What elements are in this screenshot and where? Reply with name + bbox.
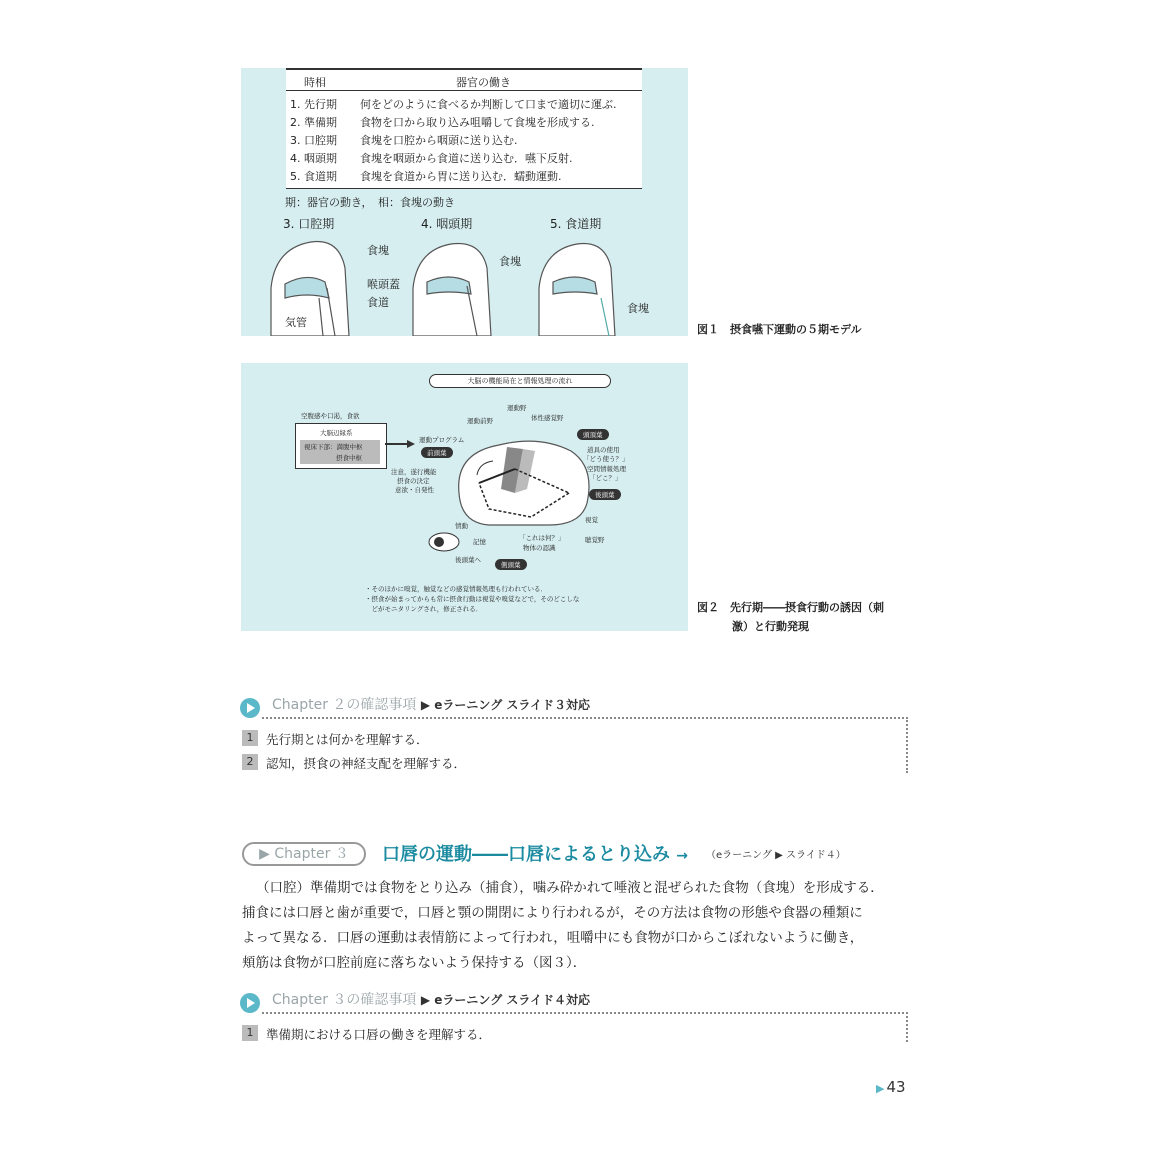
label-how: 「どう使う？」	[583, 455, 629, 463]
brain-illustration	[449, 433, 595, 533]
label-hunger: 空腹感や口渇，食欲	[301, 412, 360, 420]
label-object-recog: 物体の認識	[523, 544, 556, 552]
item-number: 1	[242, 1025, 258, 1041]
label-attention: 注意，遂行機能	[391, 468, 437, 476]
dotted-border	[906, 1012, 908, 1042]
arrow-icon	[385, 439, 415, 449]
chapter-3-title: 口唇の運動――口唇によるとり込み	[382, 844, 670, 865]
body-paragraph-line: よって異なる．口唇の運動は表情筋によって行われ，咀嚼中にも食物が口からこぼれないように働き，	[242, 930, 864, 946]
frontal-lobe-badge: 前頭葉	[421, 447, 453, 458]
body-paragraph-line: （口腔）準備期では食物をとり込み（捕食），噛み砕かれて唾液と混ぜられた食物（食塊）を形成する．	[256, 880, 884, 896]
label-bolus: 食塊	[367, 244, 389, 257]
check3-title-row	[272, 989, 590, 1009]
table-row: 4. 咽頭期 食塊を咽頭から食道に送り込む．嚥下反射.	[290, 152, 573, 165]
check-item: 準備期における口唇の働きを理解する．	[266, 1027, 492, 1042]
table-row: 5. 食道期 食塊を食道から胃に送り込む．蠕動運動.	[290, 170, 562, 183]
item-number: 1	[242, 730, 258, 746]
figure-1-caption: 図１ 摂食嚥下運動の５期モデル	[697, 323, 862, 336]
dotted-divider	[262, 717, 908, 719]
table-row: 2. 準備期 食物を口から取り込み咀嚼して食塊を形成する.	[290, 116, 595, 129]
dotted-border	[906, 717, 908, 773]
triangle-icon: ▶	[876, 1082, 885, 1095]
check2-elearning-link[interactable]: ▶ eラーニング スライド３対応	[420, 698, 591, 712]
label-esophagus: 食道	[367, 296, 389, 309]
dotted-divider	[262, 1012, 908, 1014]
label-emotion: 情動	[455, 522, 468, 530]
figure-2	[241, 363, 688, 631]
label-trachea: 気管	[285, 316, 307, 329]
figure-2-caption-line1: 図２ 先行期――摂食行動の誘因（刺	[697, 601, 884, 614]
figure-1	[241, 68, 688, 336]
label-hearing: 聴覚野	[585, 536, 605, 544]
figure-2-caption-line2: 激）と行動発現	[732, 620, 809, 633]
label-where: 「どこ？」	[589, 474, 622, 482]
fig1-legend: 期：器官の動き， 相：食塊の動き	[285, 196, 456, 209]
stage-label: 3. 口腔期	[283, 217, 335, 231]
head-cross-section-pharyngeal	[413, 244, 491, 337]
table-row: 3. 口腔期 食塊を口腔から咽頭に送り込む.	[290, 134, 518, 147]
check2-title-row	[272, 694, 590, 714]
stage-label: 4. 咽頭期	[421, 217, 473, 231]
label-vision: 視覚	[585, 516, 598, 524]
stage-label: 5. 食道期	[550, 217, 602, 231]
head-cross-section-esophageal	[539, 244, 615, 337]
play-icon	[240, 698, 260, 718]
phase-table	[286, 68, 642, 189]
label-somatosensory: 体性感覚野	[531, 414, 564, 422]
note-line: ・摂食が始まってからも常に摂食行動は視覚や嗅覚などで，そのどこしな	[365, 595, 580, 603]
check3-elearning-link[interactable]: ▶ eラーニング スライド４対応	[420, 993, 591, 1007]
label-decision: 摂食の決定	[397, 477, 430, 485]
label-premotor: 運動前野	[467, 417, 493, 425]
label-bolus: 食塊	[499, 255, 521, 268]
limbic-box: 大脳辺縁系 視床下部：満腹中枢 摂食中枢	[295, 423, 387, 469]
eye-icon	[427, 531, 461, 553]
arrow-icon: →	[676, 848, 689, 864]
head-cross-section-oral	[271, 242, 349, 336]
check-item: 認知，摂食の神経支配を理解する．	[266, 756, 467, 771]
label-desire: 意欲・自発性	[395, 486, 434, 494]
parietal-lobe-badge: 頭頂葉	[577, 429, 609, 440]
occipital-lobe-badge: 後頭葉	[589, 489, 621, 500]
swallowing-illustrations	[241, 228, 688, 336]
play-icon	[240, 993, 260, 1013]
label-spatial: 空間情報処理	[587, 465, 626, 473]
temporal-lobe-badge: 側頭葉	[495, 559, 527, 570]
check-item: 先行期とは何かを理解する．	[266, 732, 429, 747]
item-number: 2	[242, 754, 258, 770]
table-divider	[286, 90, 642, 91]
body-paragraph-line: 頬筋は食物が口腔前庭に落ちないよう保持する（図３）．	[242, 955, 587, 971]
table-header-function: 器官の働き	[456, 76, 511, 89]
label-motor-program: 運動プログラム	[419, 436, 465, 444]
note-line: ・そのほかに嗅覚，触覚などの感覚情報処理も行われている．	[365, 585, 547, 593]
table-header-phase: 時相	[304, 76, 326, 89]
chapter-3-elearning-link[interactable]: （eラーニング ▶ スライド４）	[706, 850, 846, 861]
check2-title: Chapter ２の確認事項	[272, 697, 417, 713]
note-line: どがモニタリングされ，修正される．	[365, 605, 483, 613]
page-number: ▶ 43	[876, 1078, 906, 1096]
label-epiglottis: 喉頭蓋	[367, 278, 400, 291]
label-memory: 記憶	[473, 538, 486, 546]
label-tool-use: 道具の使用	[587, 446, 620, 454]
body-paragraph-line: 捕食には口唇と歯が重要で，口唇と顎の開閉により行われるが，その方法は食物の形態や食器の種類に	[242, 905, 863, 921]
hypothalamus-box: 視床下部：満腹中枢 摂食中枢	[300, 440, 380, 464]
table-row: 1. 先行期 何をどのように食べるか判断して口まで適切に運ぶ.	[290, 98, 617, 111]
label-motor: 運動野	[507, 404, 527, 412]
chapter-3-badge: ▶ Chapter ３	[242, 842, 366, 866]
label-bolus: 食塊	[627, 302, 649, 315]
label-what: 「これは何？」	[519, 534, 565, 542]
diagram-title: 大脳の機能局在と情報処理の流れ	[429, 374, 611, 388]
label-to-occipital: 後頭葉へ	[455, 556, 481, 564]
chapter-3-heading	[382, 840, 688, 866]
check3-title: Chapter ３の確認事項	[272, 992, 417, 1008]
